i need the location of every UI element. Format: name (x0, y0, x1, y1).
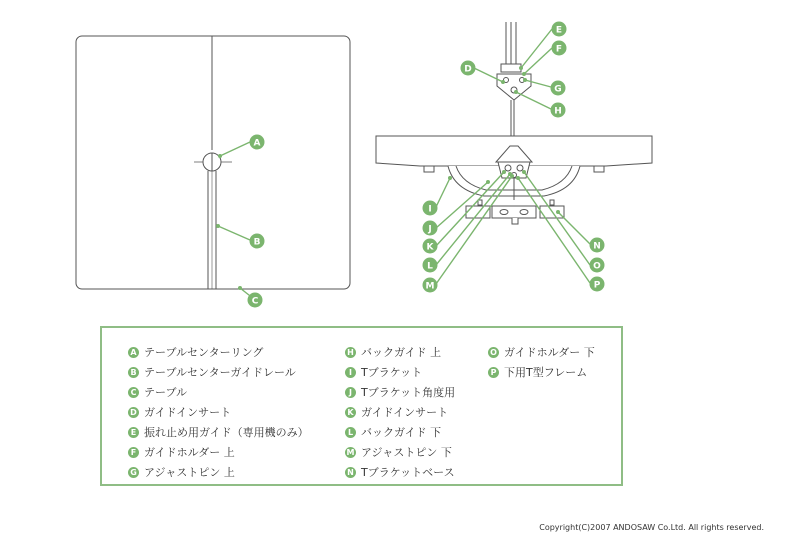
svg-text:M: M (425, 281, 435, 292)
legend-item (345, 442, 455, 462)
legend-badge: C (128, 387, 139, 398)
legend-label: アジャストピン 上 (144, 466, 235, 479)
legend-item (128, 422, 309, 442)
callout-n (590, 238, 605, 253)
legend-item (345, 402, 455, 422)
svg-text:B: B (253, 237, 261, 248)
legend-item (128, 442, 309, 462)
legend-column-1 (128, 342, 309, 482)
callout-j (423, 221, 438, 236)
legend-label: Tブラケット角度用 (361, 386, 456, 399)
svg-text:I: I (428, 204, 432, 215)
svg-text:P: P (593, 280, 601, 291)
legend-badge: P (488, 367, 499, 378)
legend-item (128, 362, 309, 382)
callout-h (551, 103, 566, 118)
svg-text:E: E (555, 25, 563, 36)
legend-label: Tブラケットベース (361, 466, 455, 479)
svg-text:A: A (253, 138, 261, 149)
callout-i (423, 201, 438, 216)
legend-badge: D (128, 407, 139, 418)
svg-text:G: G (554, 84, 562, 95)
svg-text:J: J (428, 224, 432, 235)
legend-item (345, 342, 455, 362)
legend-badge: N (345, 467, 356, 478)
svg-text:L: L (427, 261, 433, 272)
legend-badge: A (128, 347, 139, 358)
legend-label: ガイドインサート (144, 406, 232, 419)
legend-label: テーブルセンターリング (144, 346, 264, 359)
legend-box (100, 326, 623, 486)
legend-column-3 (488, 342, 595, 382)
legend-badge: K (345, 407, 356, 418)
svg-text:N: N (593, 241, 601, 252)
svg-text:O: O (593, 261, 601, 272)
callout-m (423, 278, 438, 293)
svg-text:C: C (251, 296, 259, 307)
callout-f (552, 41, 567, 56)
legend-item (128, 402, 309, 422)
copyright-notice: Copyright(C)2007 ANDOSAW Co.Ltd. All rights reserved. (539, 523, 764, 532)
legend-item (128, 462, 309, 482)
legend-badge: O (488, 347, 499, 358)
legend-item (345, 422, 455, 442)
svg-text:D: D (464, 64, 472, 75)
legend-item (128, 382, 309, 402)
svg-text:K: K (426, 242, 434, 253)
legend-label: テーブルセンターガイドレール (144, 366, 296, 379)
legend-badge: B (128, 367, 139, 378)
legend-label: ガイドインサート (361, 406, 449, 419)
callout-d (461, 61, 476, 76)
callout-e (552, 22, 567, 37)
legend-item (488, 342, 595, 362)
legend-item (345, 462, 455, 482)
legend-label: バックガイド 上 (361, 346, 442, 359)
callout-p (590, 277, 605, 292)
svg-text:H: H (554, 106, 562, 117)
legend-badge: J (345, 387, 356, 398)
callout-l (423, 258, 438, 273)
legend-badge: F (128, 447, 139, 458)
legend-label: ガイドホルダー 下 (504, 346, 595, 359)
legend-badge: H (345, 347, 356, 358)
legend-label: Tブラケット (361, 366, 423, 379)
legend-item (488, 362, 595, 382)
table-top-view (76, 36, 350, 289)
legend-item (345, 362, 455, 382)
legend-badge: L (345, 427, 356, 438)
callout-a (250, 135, 265, 150)
callout-o (590, 258, 605, 273)
legend-label: テーブル (144, 386, 188, 399)
callout-c (248, 293, 263, 308)
legend-label: バックガイド 下 (361, 426, 442, 439)
table-front-view (376, 136, 652, 224)
callout-k (423, 239, 438, 254)
legend-badge: G (128, 467, 139, 478)
legend-badge: M (346, 447, 355, 457)
legend-column-2 (345, 342, 455, 482)
callout-g (551, 81, 566, 96)
legend-item (345, 382, 455, 402)
svg-text:F: F (555, 44, 563, 55)
legend-item (128, 342, 309, 362)
legend-label: 振れ止め用ガイド（専用機のみ） (144, 426, 309, 439)
legend-badge: I (345, 367, 356, 378)
legend-badge: E (128, 427, 139, 438)
legend-label: ガイドホルダー 上 (144, 446, 235, 459)
legend-label: アジャストピン 下 (361, 446, 452, 459)
callout-b (250, 234, 265, 249)
legend-label: 下用T型フレーム (504, 366, 588, 379)
